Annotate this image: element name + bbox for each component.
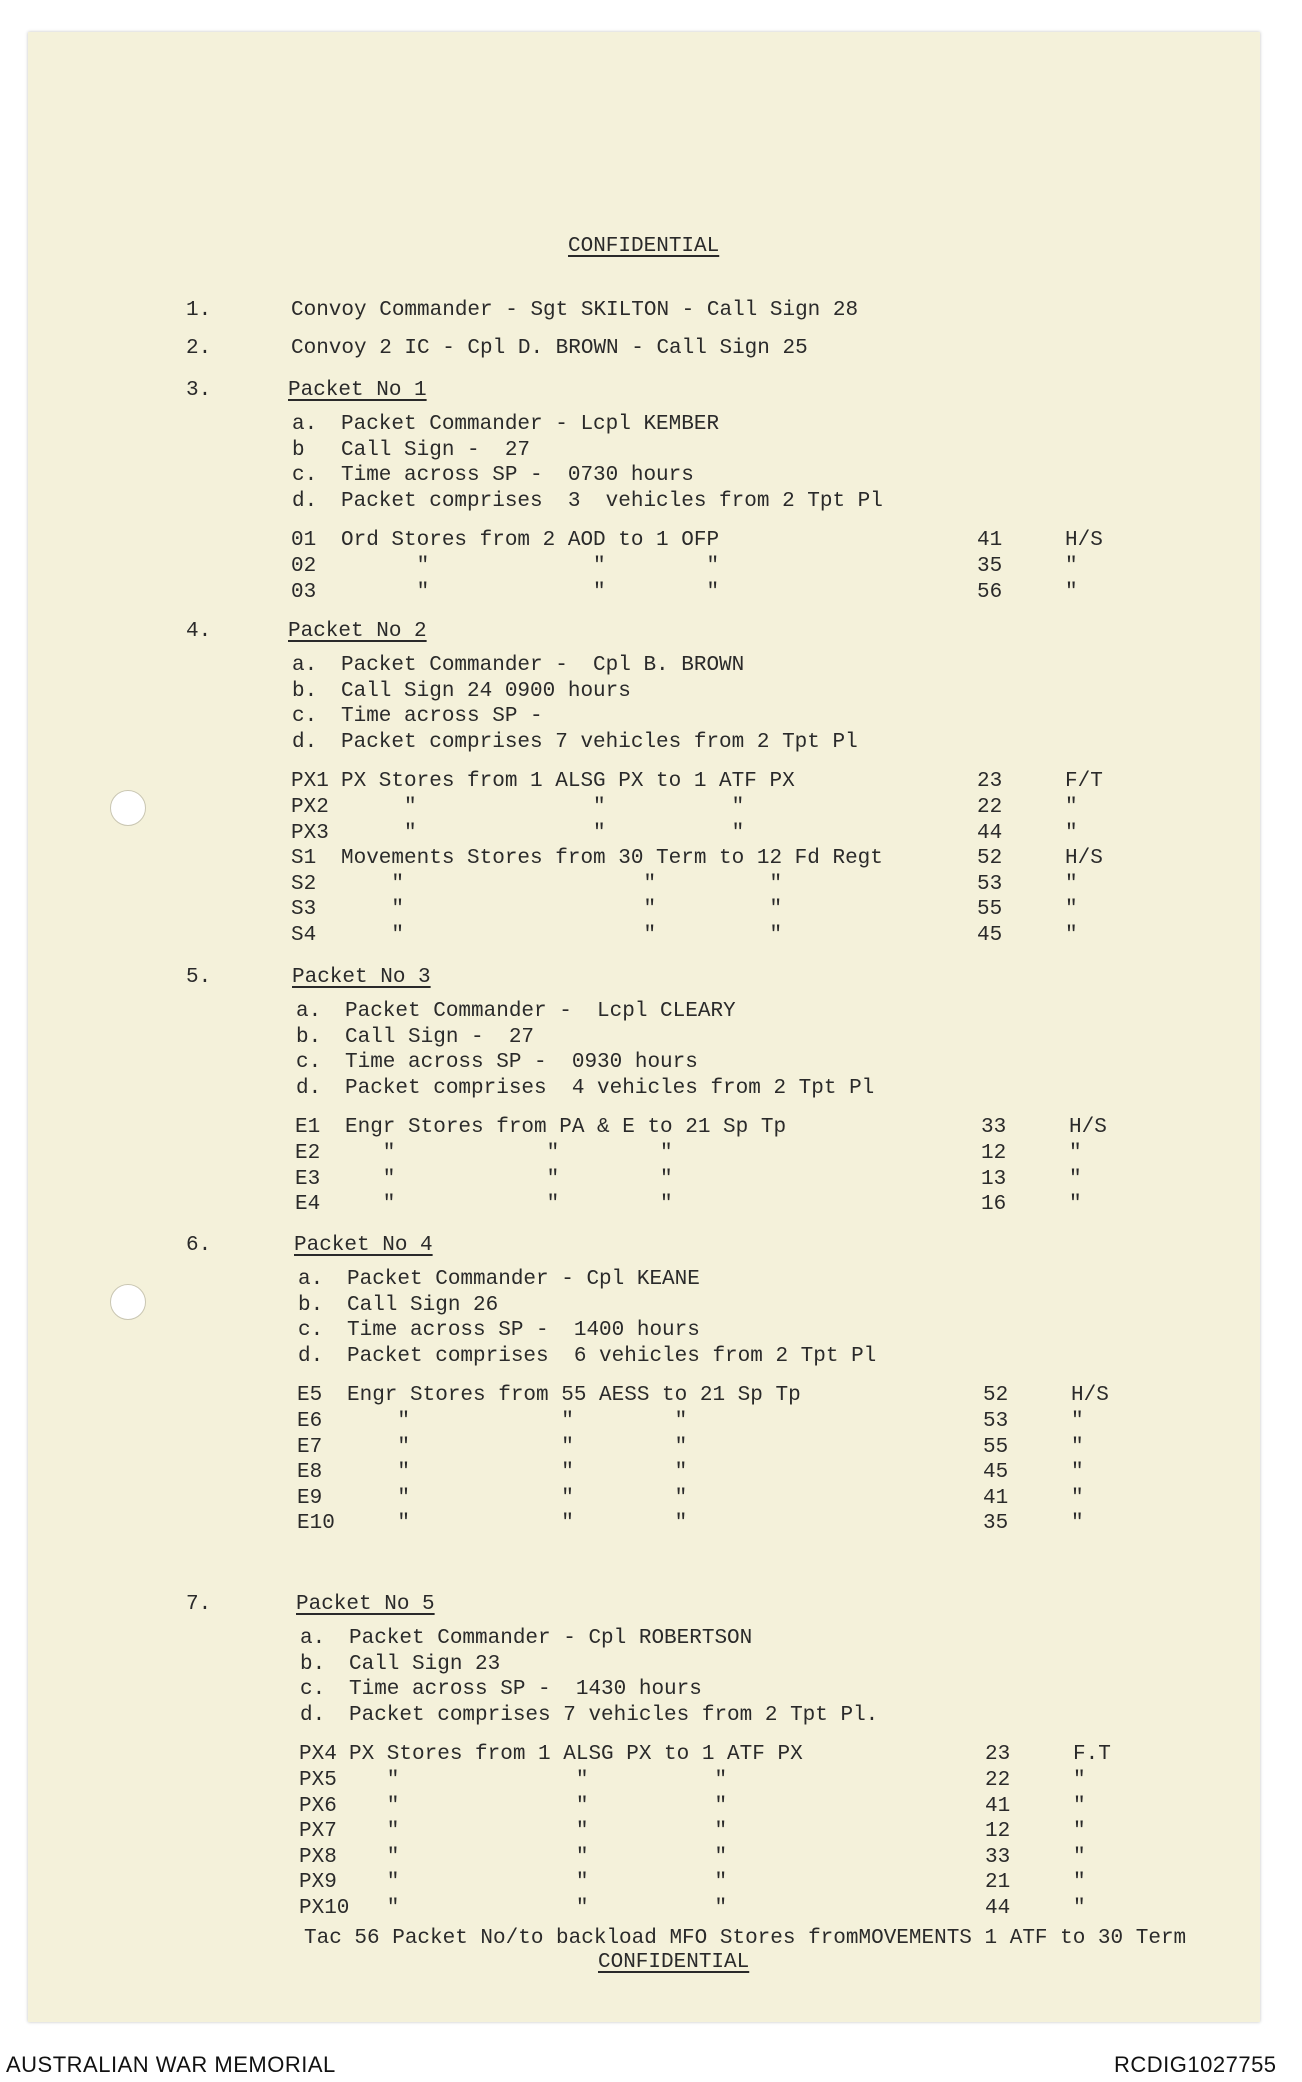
row-description: " " " (345, 1142, 673, 1165)
row-vehicle-number: 55 (977, 898, 1003, 922)
row-vehicle-number: 41 (985, 1794, 1011, 1818)
row-description: " " " (341, 821, 745, 845)
row-code: S1 (291, 847, 317, 871)
row-vehicle-type: " (1069, 1142, 1082, 1165)
row-description: " " " (341, 580, 720, 604)
row-vehicle-number: 12 (985, 1820, 1011, 1844)
row-description: " " " (341, 872, 783, 896)
row-vehicle-type: " (1073, 1820, 1086, 1844)
row-description: " " " (349, 1794, 728, 1818)
detail-text: Packet comprises 4 vehicles from 2 Tpt Pl (345, 1076, 875, 1100)
detail-text: Call Sign 23 (349, 1652, 501, 1676)
punch-hole (110, 790, 146, 826)
row-description: " " " (341, 924, 783, 947)
row-vehicle-type: " (1065, 821, 1078, 845)
detail-text: Call Sign 24 0900 hours (341, 679, 631, 703)
row-description: Ord Stores from 2 AOD to 1 OFP (341, 529, 720, 553)
detail-letter: d. (292, 730, 318, 754)
detail-text: Packet Commander - Cpl KEANE (347, 1268, 700, 1291)
row-description: " " " (347, 1512, 688, 1536)
detail-letter: c. (300, 1678, 326, 1702)
row-code: E5 (297, 1384, 323, 1408)
detail-text: Packet Commander - Lcpl KEMBER (341, 413, 720, 436)
row-vehicle-type: " (1073, 1794, 1086, 1818)
detail-letter: b. (298, 1293, 324, 1317)
row-vehicle-number: 56 (977, 580, 1003, 604)
packet-number: 6. (186, 1234, 212, 1257)
row-vehicle-type: " (1071, 1461, 1084, 1485)
packet-number: 5. (186, 966, 212, 989)
row-vehicle-type: " (1073, 1845, 1086, 1869)
detail-text: Time across SP - (341, 705, 543, 729)
detail-text: Packet comprises 7 vehicles from 2 Tpt Pl. (349, 1703, 879, 1727)
row-vehicle-type: " (1065, 898, 1078, 922)
row-description: " " " (341, 555, 720, 578)
detail-letter: c. (298, 1319, 324, 1343)
row-vehicle-number: 35 (983, 1512, 1009, 1536)
row-code: S2 (291, 872, 317, 896)
packet-title: Packet No 3 (292, 966, 431, 989)
row-code: PX5 (299, 1769, 337, 1792)
row-description: Engr Stores from 55 AESS to 21 Sp Tp (347, 1384, 801, 1408)
row-code: PX8 (299, 1845, 337, 1869)
row-vehicle-type: H/S (1069, 1116, 1107, 1140)
packet-number: 3. (186, 379, 212, 402)
packet-title: Packet No 5 (296, 1593, 435, 1616)
row-vehicle-type: " (1069, 1167, 1082, 1191)
detail-text: Call Sign - 27 (341, 438, 531, 462)
detail-letter: b (292, 438, 305, 462)
row-vehicle-number: 41 (983, 1486, 1009, 1510)
row-vehicle-number: 13 (981, 1167, 1007, 1191)
row-code: PX4 (299, 1743, 337, 1767)
row-vehicle-type: H/S (1065, 847, 1103, 871)
detail-letter: d. (296, 1076, 322, 1100)
row-description: " " " (341, 796, 745, 819)
row-description: Engr Stores from PA & E to 21 Sp Tp (345, 1116, 787, 1140)
row-description: " " " (349, 1845, 728, 1869)
row-description: " " " (349, 1897, 728, 1920)
row-code: 03 (291, 580, 317, 604)
detail-letter: c. (296, 1051, 322, 1075)
detail-letter: d. (298, 1344, 324, 1368)
row-vehicle-type: " (1071, 1410, 1084, 1433)
row-code: E10 (297, 1512, 335, 1536)
detail-letter: b. (296, 1025, 322, 1049)
item-text: Convoy Commander - Sgt SKILTON - Call Sign 28 (291, 299, 859, 322)
row-vehicle-type: H/S (1071, 1384, 1109, 1408)
row-vehicle-number: 52 (977, 847, 1003, 871)
detail-text: Packet Commander - Cpl B. BROWN (341, 654, 745, 677)
row-vehicle-number: 53 (983, 1410, 1009, 1433)
detail-text: Packet Commander - Cpl ROBERTSON (349, 1627, 753, 1650)
packet-number: 7. (186, 1593, 212, 1616)
row-vehicle-number: 22 (977, 796, 1003, 819)
row-vehicle-type: F/T (1065, 770, 1103, 794)
row-code: E9 (297, 1486, 323, 1510)
detail-text: Time across SP - 0930 hours (345, 1051, 698, 1075)
item-number: 1. (186, 299, 212, 322)
row-description: Movements Stores from 30 Term to 12 Fd Regt (341, 847, 883, 871)
row-vehicle-type: " (1065, 580, 1078, 604)
row-vehicle-number: 53 (977, 872, 1003, 896)
row-description: " " " (349, 1769, 728, 1792)
detail-text: Call Sign 26 (347, 1293, 499, 1317)
row-vehicle-number: 45 (983, 1461, 1009, 1485)
row-vehicle-type: " (1071, 1512, 1084, 1536)
row-code: PX9 (299, 1871, 337, 1895)
item-text: Convoy 2 IC - Cpl D. BROWN - Call Sign 25 (291, 337, 808, 360)
detail-text: Packet comprises 6 vehicles from 2 Tpt Pl (347, 1344, 877, 1368)
packet-title: Packet No 4 (294, 1234, 433, 1257)
row-vehicle-type: " (1071, 1435, 1084, 1459)
detail-letter: a. (300, 1627, 326, 1650)
row-code: PX2 (291, 796, 329, 819)
row-description: PX Stores from 1 ALSG PX to 1 ATF PX (349, 1743, 803, 1767)
row-vehicle-number: 44 (977, 821, 1003, 845)
row-vehicle-number: 45 (977, 924, 1003, 947)
row-vehicle-number: 55 (983, 1435, 1009, 1459)
row-vehicle-type: " (1071, 1486, 1084, 1510)
item-number: 2. (186, 337, 212, 360)
row-vehicle-type: " (1073, 1769, 1086, 1792)
row-vehicle-number: 23 (977, 770, 1003, 794)
detail-letter: c. (292, 464, 318, 488)
packet-number: 4. (186, 620, 212, 643)
detail-text: Time across SP - 1400 hours (347, 1319, 700, 1343)
row-vehicle-number: 33 (981, 1116, 1007, 1140)
detail-letter: d. (292, 489, 318, 513)
packet-title: Packet No 2 (288, 620, 427, 643)
detail-text: Time across SP - 1430 hours (349, 1678, 702, 1702)
row-code: E1 (295, 1116, 321, 1140)
row-code: E3 (295, 1167, 321, 1191)
row-vehicle-number: 21 (985, 1871, 1011, 1895)
archive-credit: AUSTRALIAN WAR MEMORIAL (6, 2052, 336, 2077)
row-code: PX10 (299, 1897, 350, 1920)
row-code: PX1 (291, 770, 329, 794)
footer-confidential: CONFIDENTIAL (598, 1951, 750, 1974)
row-description: " " " (347, 1461, 688, 1485)
row-code: S4 (291, 924, 317, 947)
row-code: E2 (295, 1142, 321, 1165)
row-vehicle-number: 22 (985, 1769, 1011, 1792)
detail-letter: a. (298, 1268, 324, 1291)
row-description: " " " (347, 1486, 688, 1510)
row-vehicle-number: 44 (985, 1897, 1011, 1920)
row-code: E8 (297, 1461, 323, 1485)
row-code: E7 (297, 1435, 323, 1459)
row-vehicle-type: " (1065, 924, 1078, 947)
row-vehicle-type: " (1065, 872, 1078, 896)
row-description: PX Stores from 1 ALSG PX to 1 ATF PX (341, 770, 795, 794)
punch-hole (110, 1284, 146, 1320)
row-vehicle-number: 12 (981, 1142, 1007, 1165)
row-code: E4 (295, 1193, 321, 1217)
detail-letter: a. (296, 1000, 322, 1023)
row-vehicle-number: 16 (981, 1193, 1007, 1217)
detail-letter: d. (300, 1703, 326, 1727)
detail-text: Time across SP - 0730 hours (341, 464, 694, 488)
row-code: E6 (297, 1410, 323, 1433)
detail-letter: b. (292, 679, 318, 703)
row-description: " " " (345, 1167, 673, 1191)
detail-letter: a. (292, 413, 318, 436)
row-vehicle-type: " (1065, 796, 1078, 819)
row-vehicle-number: 33 (985, 1845, 1011, 1869)
row-code: PX7 (299, 1820, 337, 1844)
row-description: " " " (347, 1435, 688, 1459)
row-vehicle-number: 23 (985, 1743, 1011, 1767)
row-code: PX3 (291, 821, 329, 845)
detail-letter: b. (300, 1652, 326, 1676)
row-vehicle-number: 41 (977, 529, 1003, 553)
row-vehicle-type: " (1065, 555, 1078, 578)
detail-letter: a. (292, 654, 318, 677)
row-description: " " " (347, 1410, 688, 1433)
row-vehicle-type: F.T (1073, 1743, 1111, 1767)
detail-text: Packet comprises 3 vehicles from 2 Tpt Pl (341, 489, 883, 513)
detail-text: Packet Commander - Lcpl CLEARY (345, 1000, 736, 1023)
row-code: PX6 (299, 1794, 337, 1818)
detail-text: Packet comprises 7 vehicles from 2 Tpt Pl (341, 730, 858, 754)
detail-text: Call Sign - 27 (345, 1025, 535, 1049)
row-code: S3 (291, 898, 317, 922)
header-confidential: CONFIDENTIAL (568, 235, 720, 258)
row-vehicle-type: " (1073, 1871, 1086, 1895)
tac-line: Tac 56 Packet No/to backload MFO Stores fromMOVEMENTS 1 ATF to 30 Term (304, 1927, 1187, 1950)
row-vehicle-type: " (1069, 1193, 1082, 1217)
row-description: " " " (349, 1820, 728, 1844)
detail-letter: c. (292, 705, 318, 729)
packet-title: Packet No 1 (288, 379, 427, 402)
row-description: " " " (345, 1193, 673, 1217)
row-code: 01 (291, 529, 317, 553)
archive-id: RCDIG1027755 (1114, 2052, 1277, 2077)
row-vehicle-number: 52 (983, 1384, 1009, 1408)
row-vehicle-number: 35 (977, 555, 1003, 578)
row-code: 02 (291, 555, 317, 578)
row-vehicle-type: " (1073, 1897, 1086, 1920)
row-description: " " " (349, 1871, 728, 1895)
row-vehicle-type: H/S (1065, 529, 1103, 553)
row-description: " " " (341, 898, 783, 922)
